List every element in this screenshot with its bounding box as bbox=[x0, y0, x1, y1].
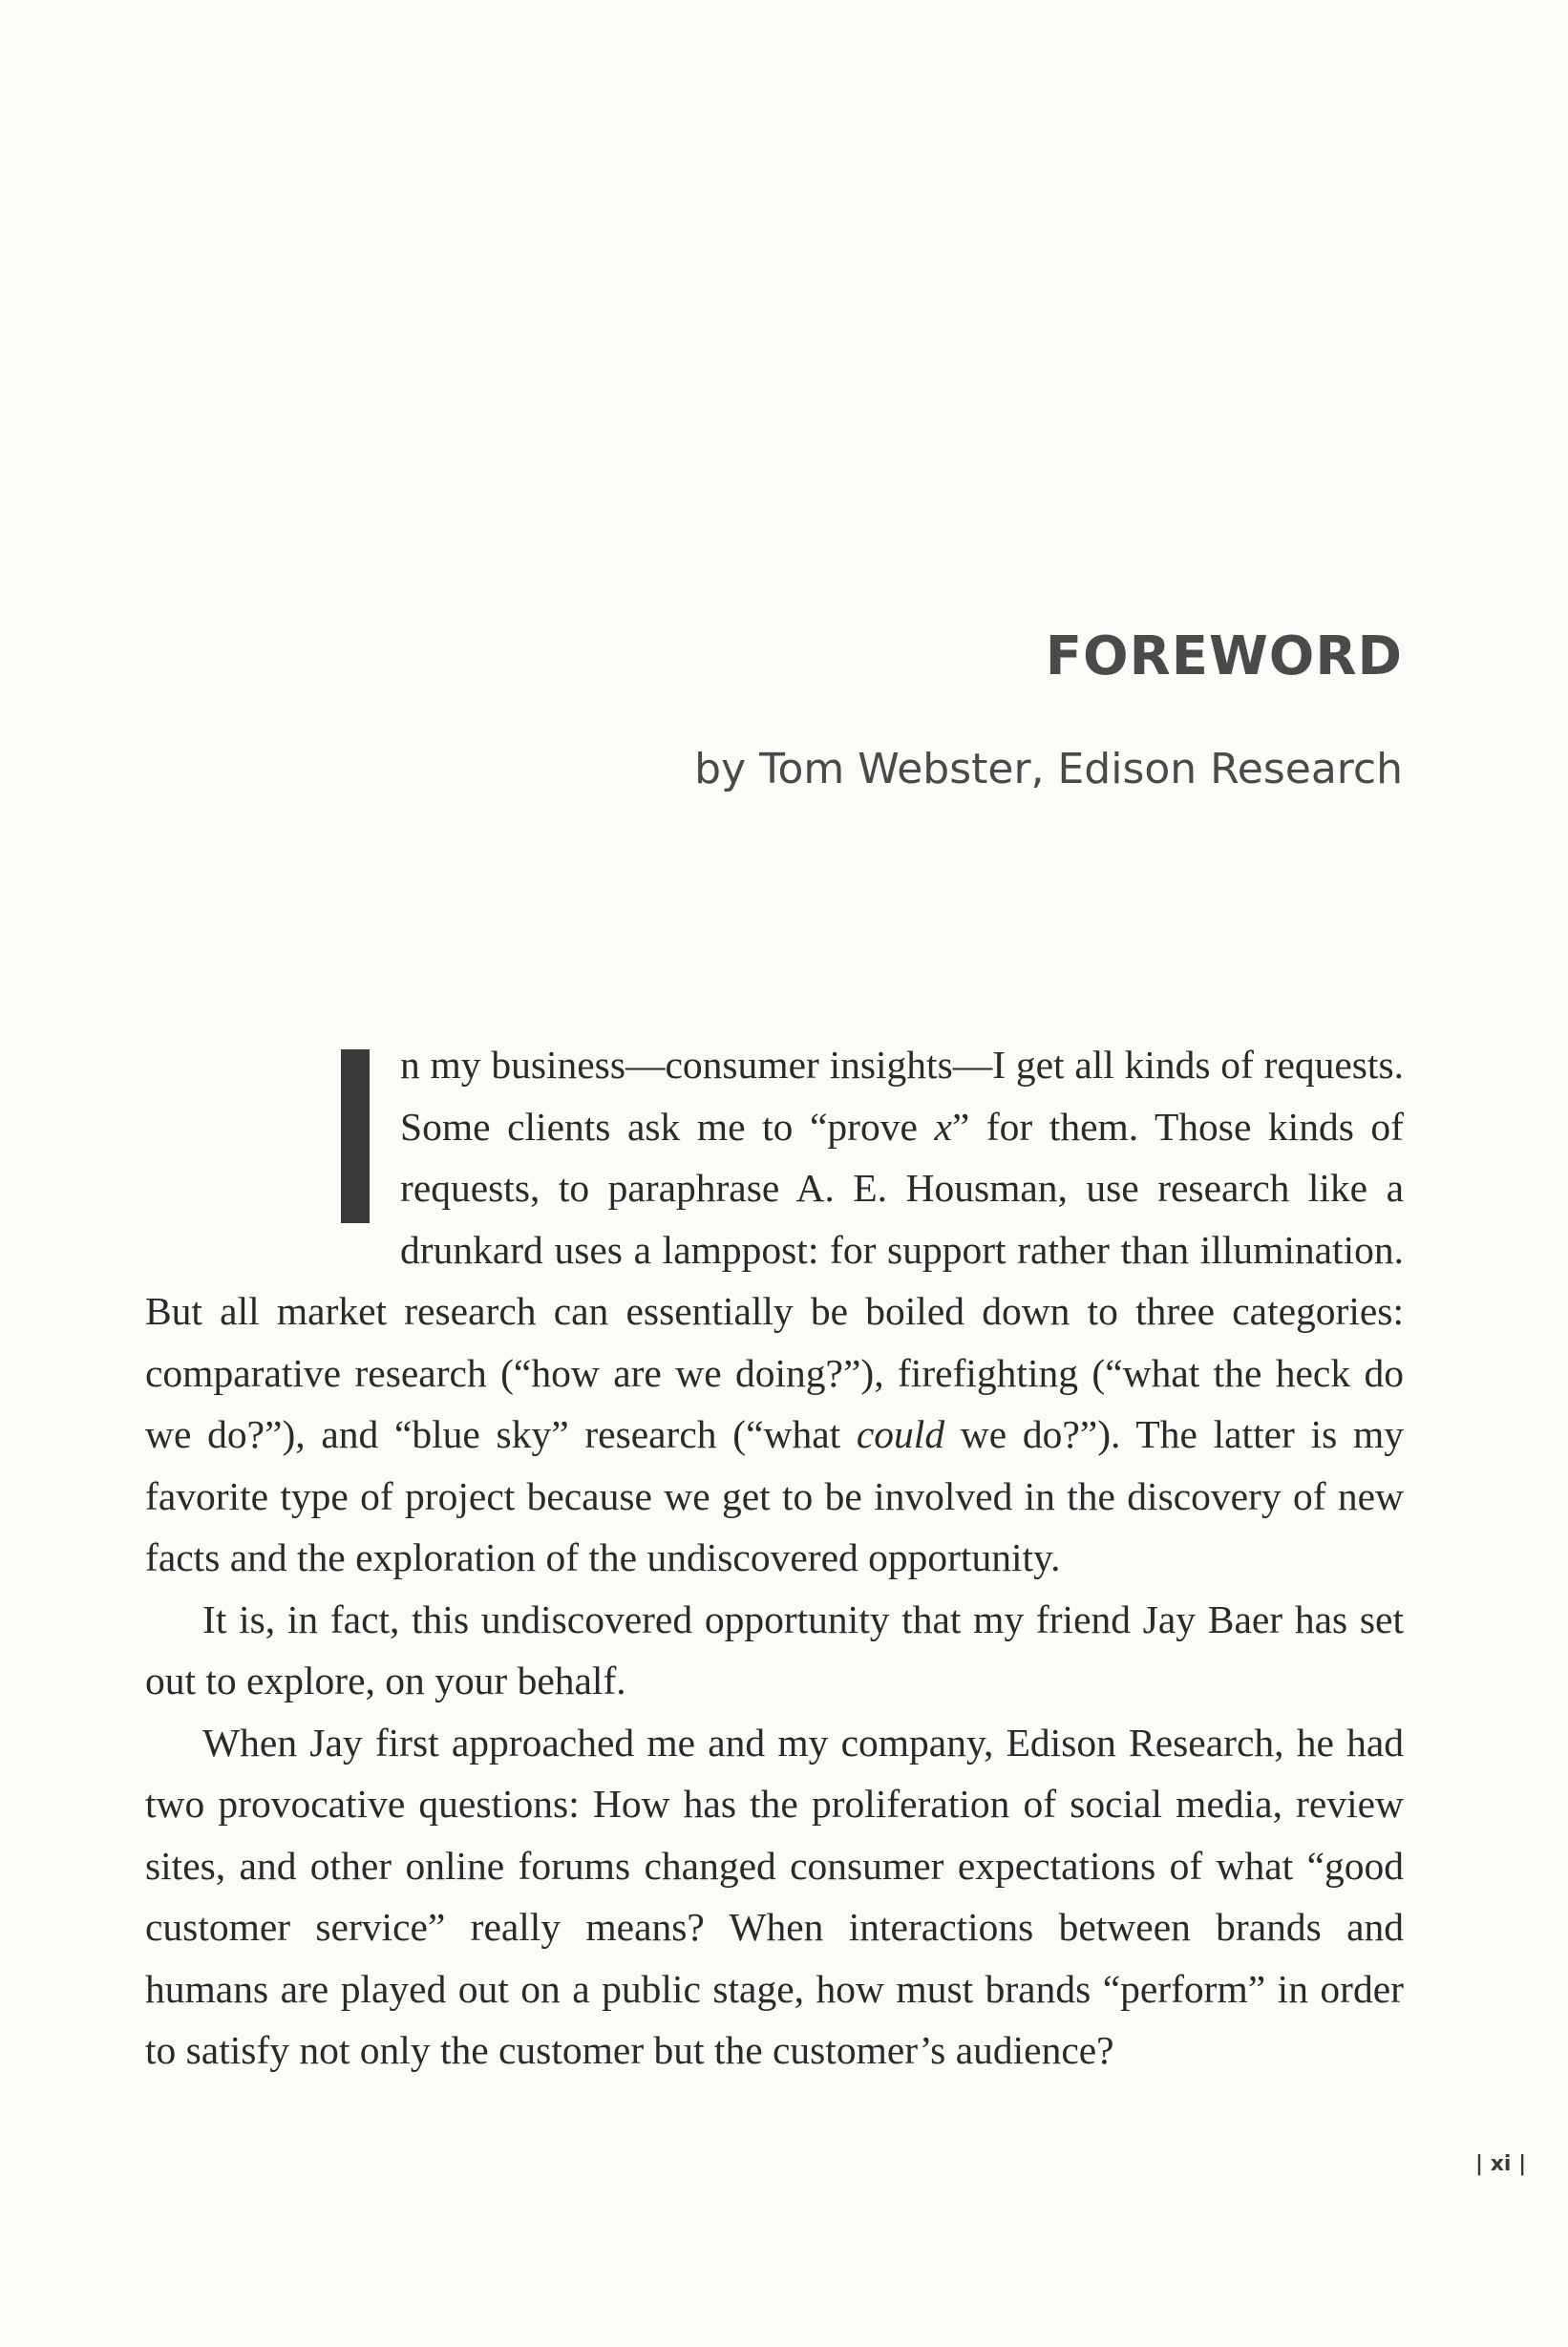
body-text bbox=[145, 1034, 1404, 2082]
paragraph-1-part-b: ” for them. Those kinds of requests, to paraphrase A. E. Housman, use research like a drunkard uses a lamppost: for support rather than illumination. But all market research can essentially be boiled down to three categories: comparative research (“how are we doing?”), firefighting (“what the heck do we do?”), and “blue sky” research (“what bbox=[145, 1104, 1404, 1456]
italic-x: x bbox=[934, 1104, 952, 1149]
drop-cap bbox=[341, 1049, 370, 1223]
paragraph-3: When Jay first approached me and my company, Edison Research, he had two provocative questions: How has the proliferation of social media, review sites, and other online forums changed consumer expectations of what “good customer service” really means? When interactions between brands and humans are played out on a public stage, how must brands “perform” in order to satisfy not only the customer but the customer’s audience? bbox=[145, 1720, 1404, 2072]
paragraph-1-part-a: n my business—consumer insights—I get all kinds of requests. Some clients ask me to “prove bbox=[400, 1043, 1404, 1149]
page-number: | xi | bbox=[1475, 2152, 1527, 2176]
paragraph-1-part-c: we do?”). The latter is my favorite type of project because we get to be involved in the discovery of new facts and the exploration of the undiscovered opportunity. bbox=[145, 1412, 1404, 1579]
paragraph-2: It is, in fact, this undiscovered opportunity that my friend Jay Baer has set out to explore, on your behalf. bbox=[145, 1596, 1404, 1702]
chapter-heading: FOREWORD bbox=[1045, 625, 1403, 687]
paragraph-1 bbox=[145, 1034, 1404, 1589]
italic-could: could bbox=[856, 1412, 945, 1456]
chapter-byline: by Tom Webster, Edison Research bbox=[694, 745, 1403, 793]
